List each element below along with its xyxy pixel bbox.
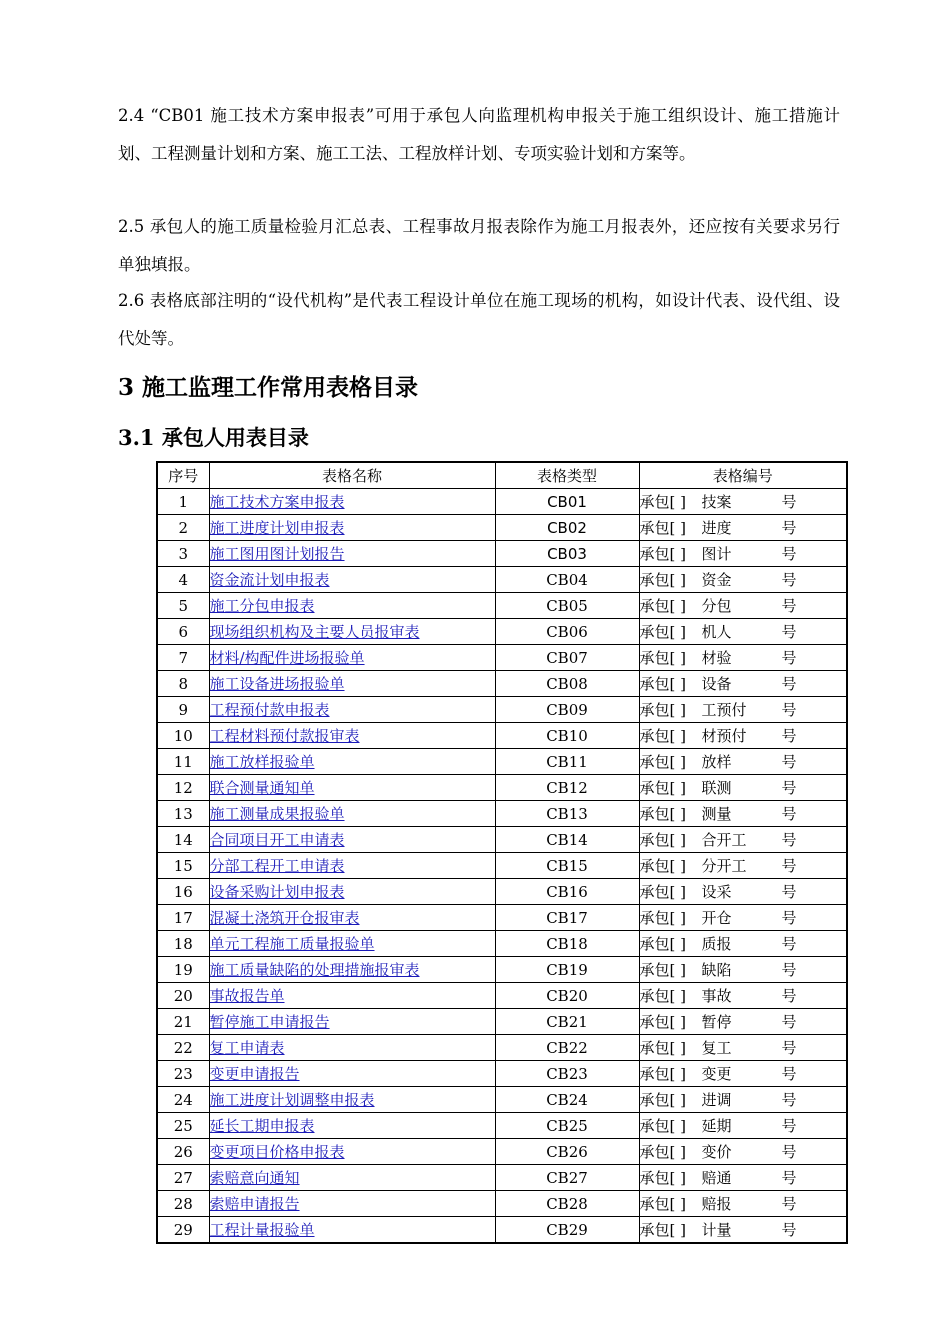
form-code-cell [639,1139,847,1165]
code-suffix: 号 [781,909,797,927]
form-name-cell [209,957,495,983]
form-name-link[interactable]: 施工图用图计划报告 [209,545,345,563]
form-type-cell: CB29 [495,1217,639,1244]
form-code-cell [639,619,847,645]
form-code-cell [639,489,847,515]
form-code-cell [639,905,847,931]
code-prefix: 承包[ ] [639,1117,686,1135]
form-code-cell [639,723,847,749]
code-abbreviation: 联测 [701,779,732,797]
table-row [157,671,847,697]
table-row [157,723,847,749]
row-number: 9 [157,697,209,723]
form-name-cell [209,905,495,931]
form-name-link[interactable]: 索赔申请报告 [209,1195,300,1213]
table-header-row [157,462,847,489]
code-prefix: 承包[ ] [639,545,686,563]
code-suffix: 号 [781,571,797,589]
code-suffix: 号 [781,857,797,875]
code-suffix: 号 [781,1039,797,1057]
code-prefix: 承包[ ] [639,623,686,641]
code-prefix: 承包[ ] [639,831,686,849]
code-prefix: 承包[ ] [639,1065,686,1083]
form-name-link[interactable]: 施工测量成果报验单 [209,805,345,823]
code-abbreviation: 赔报 [701,1195,732,1213]
form-code-cell [639,671,847,697]
form-name-cell [209,749,495,775]
table-row [157,1009,847,1035]
form-code-cell [639,1009,847,1035]
form-code-cell [639,1061,847,1087]
row-number: 23 [157,1061,209,1087]
code-abbreviation: 进调 [701,1091,732,1109]
form-code-cell [639,645,847,671]
form-name-cell [209,1165,495,1191]
form-name-link[interactable]: 现场组织机构及主要人员报审表 [209,623,420,641]
form-type-cell: CB14 [495,827,639,853]
code-suffix: 号 [781,1065,797,1083]
table-row [157,749,847,775]
form-name-link[interactable]: 资金流计划申报表 [209,571,330,589]
row-number: 15 [157,853,209,879]
table-row [157,931,847,957]
form-type-cell: CB26 [495,1139,639,1165]
code-abbreviation: 质报 [701,935,732,953]
row-number: 14 [157,827,209,853]
row-number: 20 [157,983,209,1009]
code-suffix: 号 [781,1221,797,1239]
form-name-cell [209,697,495,723]
table-row [157,1113,847,1139]
code-prefix: 承包[ ] [639,597,686,615]
code-prefix: 承包[ ] [639,753,686,771]
form-code-cell [639,931,847,957]
form-name-cell [209,671,495,697]
form-type-cell: CB12 [495,775,639,801]
form-name-cell [209,1217,495,1244]
code-suffix: 号 [781,1117,797,1135]
form-code-cell [639,879,847,905]
code-suffix: 号 [781,1195,797,1213]
code-abbreviation: 事故 [701,987,732,1005]
code-suffix: 号 [781,1169,797,1187]
code-abbreviation: 测量 [701,805,732,823]
form-code-cell [639,1035,847,1061]
row-number: 21 [157,1009,209,1035]
code-abbreviation: 缺陷 [701,961,732,979]
form-name-link[interactable]: 变更项目价格申报表 [209,1143,345,1161]
code-abbreviation: 设采 [701,883,732,901]
form-type-cell: CB27 [495,1165,639,1191]
code-prefix: 承包[ ] [639,519,686,537]
code-abbreviation: 设备 [701,675,732,693]
row-number: 25 [157,1113,209,1139]
code-prefix: 承包[ ] [639,935,686,953]
form-code-cell [639,801,847,827]
table-row [157,645,847,671]
row-number: 18 [157,931,209,957]
table-row [157,801,847,827]
form-type-cell: CB24 [495,1087,639,1113]
code-suffix: 号 [781,623,797,641]
form-name-link[interactable]: 复工申请表 [209,1039,285,1057]
form-name-cell [209,567,495,593]
row-number: 27 [157,1165,209,1191]
header-name: 表格名称 [209,462,495,489]
form-name-link[interactable]: 工程材料预付款报审表 [209,727,360,745]
code-prefix: 承包[ ] [639,1169,686,1187]
table-row [157,853,847,879]
code-suffix: 号 [781,701,797,719]
code-abbreviation: 材预付 [701,727,747,745]
form-code-cell [639,1113,847,1139]
table-row [157,1139,847,1165]
form-type-cell: CB11 [495,749,639,775]
form-name-cell [209,645,495,671]
form-name-link[interactable]: 材料/构配件进场报验单 [209,649,365,667]
row-number: 3 [157,541,209,567]
row-number: 6 [157,619,209,645]
code-suffix: 号 [781,883,797,901]
code-abbreviation: 技案 [701,493,732,511]
row-number: 5 [157,593,209,619]
form-type-cell: CB18 [495,931,639,957]
code-abbreviation: 分包 [701,597,732,615]
table-body [157,489,847,1244]
row-number: 16 [157,879,209,905]
form-code-cell [639,853,847,879]
form-name-cell [209,1009,495,1035]
table-row [157,593,847,619]
code-suffix: 号 [781,649,797,667]
form-name-link[interactable]: 工程预付款申报表 [209,701,330,719]
code-abbreviation: 开仓 [701,909,732,927]
code-suffix: 号 [781,987,797,1005]
code-prefix: 承包[ ] [639,961,686,979]
form-name-cell [209,489,495,515]
form-type-cell: CB05 [495,593,639,619]
code-abbreviation: 合开工 [701,831,747,849]
header-no: 序号 [157,462,209,489]
row-number: 1 [157,489,209,515]
form-type-cell: CB06 [495,619,639,645]
form-name-cell [209,983,495,1009]
form-name-link[interactable]: 索赔意向通知 [209,1169,300,1187]
table-row [157,827,847,853]
row-number: 24 [157,1087,209,1113]
form-type-cell: CB25 [495,1113,639,1139]
code-abbreviation: 资金 [701,571,732,589]
code-abbreviation: 暂停 [701,1013,732,1031]
form-name-cell [209,1113,495,1139]
form-name-cell [209,879,495,905]
row-number: 4 [157,567,209,593]
form-code-cell [639,1165,847,1191]
form-code-cell [639,567,847,593]
code-prefix: 承包[ ] [639,493,686,511]
form-type-cell: CB04 [495,567,639,593]
form-name-link[interactable]: 设备采购计划申报表 [209,883,345,901]
form-code-cell [639,541,847,567]
form-name-cell [209,775,495,801]
form-name-link[interactable]: 变更申请报告 [209,1065,300,1083]
code-prefix: 承包[ ] [639,1091,686,1109]
code-prefix: 承包[ ] [639,571,686,589]
form-name-cell [209,619,495,645]
form-code-cell [639,1217,847,1244]
form-name-link[interactable]: 合同项目开工申请表 [209,831,345,849]
code-prefix: 承包[ ] [639,779,686,797]
table-row [157,1061,847,1087]
row-number: 11 [157,749,209,775]
paragraph-2-4: 2.4 “CB01 施工技术方案申报表”可用于承包人向监理机构申报关于施工组织设计、施工措施计划、工程测量计划和方案、施工工法、工程放样计划、专项实验计划和方案等。 [118,106,840,163]
code-prefix: 承包[ ] [639,649,686,667]
table-row [157,697,847,723]
form-name-cell [209,827,495,853]
form-type-cell: CB21 [495,1009,639,1035]
form-code-cell [639,775,847,801]
form-type-cell: CB10 [495,723,639,749]
code-prefix: 承包[ ] [639,675,686,693]
table-row [157,1217,847,1244]
form-name-link[interactable]: 分部工程开工申请表 [209,857,345,875]
table-row [157,619,847,645]
code-abbreviation: 工预付 [701,701,747,719]
table-row [157,567,847,593]
header-code: 表格编号 [639,462,847,489]
code-suffix: 号 [781,519,797,537]
code-abbreviation: 变价 [701,1143,732,1161]
form-code-cell [639,749,847,775]
form-name-link[interactable]: 施工技术方案申报表 [209,493,345,511]
form-name-link[interactable]: 施工分包申报表 [209,597,315,615]
form-name-cell [209,1035,495,1061]
code-abbreviation: 图计 [701,545,732,563]
form-code-cell [639,827,847,853]
code-suffix: 号 [781,753,797,771]
form-name-cell [209,515,495,541]
form-type-cell: CB15 [495,853,639,879]
code-suffix: 号 [781,597,797,615]
form-code-cell [639,983,847,1009]
row-number: 7 [157,645,209,671]
form-name-cell [209,1191,495,1217]
code-suffix: 号 [781,493,797,511]
form-type-cell: CB20 [495,983,639,1009]
form-type-cell: CB17 [495,905,639,931]
code-abbreviation: 复工 [701,1039,732,1057]
code-suffix: 号 [781,1091,797,1109]
row-number: 26 [157,1139,209,1165]
form-name-link[interactable]: 暂停施工申请报告 [209,1013,330,1031]
form-type-cell: CB28 [495,1191,639,1217]
form-name-link[interactable]: 单元工程施工质量报验单 [209,935,375,953]
form-name-link[interactable]: 混凝土浇筑开仓报审表 [209,909,360,927]
row-number: 17 [157,905,209,931]
code-abbreviation: 延期 [701,1117,732,1135]
form-type-cell: CB03 [495,541,639,567]
paragraph-2-6: 2.6 表格底部注明的“设代机构”是代表工程设计单位在施工现场的机构，如设计代表、设代组、设代处等。 [118,291,840,348]
row-number: 13 [157,801,209,827]
code-suffix: 号 [781,727,797,745]
form-name-link[interactable]: 施工设备进场报验单 [209,675,345,693]
form-name-link[interactable]: 施工质量缺陷的处理措施报审表 [209,961,420,979]
form-name-cell [209,593,495,619]
form-code-cell [639,1087,847,1113]
code-prefix: 承包[ ] [639,701,686,719]
table-row [157,1165,847,1191]
row-number: 19 [157,957,209,983]
code-suffix: 号 [781,1013,797,1031]
code-prefix: 承包[ ] [639,909,686,927]
code-suffix: 号 [781,1143,797,1161]
code-prefix: 承包[ ] [639,805,686,823]
form-type-cell: CB08 [495,671,639,697]
form-name-cell [209,1139,495,1165]
form-name-cell [209,1061,495,1087]
form-code-cell [639,1191,847,1217]
form-name-cell [209,801,495,827]
header-type: 表格类型 [495,462,639,489]
contractor-form-catalog-table [156,461,848,1244]
form-type-cell: CB13 [495,801,639,827]
code-abbreviation: 变更 [701,1065,732,1083]
form-name-link[interactable]: 联合测量通知单 [209,779,315,797]
form-type-cell: CB02 [495,515,639,541]
row-number: 28 [157,1191,209,1217]
code-abbreviation: 分开工 [701,857,747,875]
code-abbreviation: 放样 [701,753,732,771]
code-prefix: 承包[ ] [639,987,686,1005]
form-name-link[interactable]: 施工放样报验单 [209,753,315,771]
form-name-cell [209,853,495,879]
form-name-link[interactable]: 事故报告单 [209,987,285,1005]
code-prefix: 承包[ ] [639,857,686,875]
form-type-cell: CB09 [495,697,639,723]
table-row [157,879,847,905]
table-row [157,1087,847,1113]
table-row [157,489,847,515]
code-prefix: 承包[ ] [639,883,686,901]
code-suffix: 号 [781,961,797,979]
form-name-cell [209,931,495,957]
code-prefix: 承包[ ] [639,1013,686,1031]
code-prefix: 承包[ ] [639,727,686,745]
table-row [157,775,847,801]
code-prefix: 承包[ ] [639,1221,686,1239]
code-abbreviation: 计量 [701,1221,732,1239]
code-abbreviation: 赔通 [701,1169,732,1187]
code-suffix: 号 [781,831,797,849]
form-type-cell: CB23 [495,1061,639,1087]
form-code-cell [639,697,847,723]
code-suffix: 号 [781,805,797,823]
row-number: 29 [157,1217,209,1244]
form-name-link[interactable]: 施工进度计划申报表 [209,519,345,537]
form-name-link[interactable]: 施工进度计划调整申报表 [209,1091,375,1109]
form-name-cell [209,1087,495,1113]
code-suffix: 号 [781,935,797,953]
row-number: 2 [157,515,209,541]
paragraph-2-5: 2.5 承包人的施工质量检验月汇总表、工程事故月报表除作为施工月报表外，还应按有关要求另行单独填报。 [118,217,840,274]
code-suffix: 号 [781,545,797,563]
code-suffix: 号 [781,779,797,797]
code-prefix: 承包[ ] [639,1143,686,1161]
code-abbreviation: 进度 [701,519,732,537]
row-number: 12 [157,775,209,801]
code-prefix: 承包[ ] [639,1039,686,1057]
table-row [157,515,847,541]
form-name-link[interactable]: 延长工期申报表 [209,1117,315,1135]
form-type-cell: CB19 [495,957,639,983]
code-abbreviation: 材验 [701,649,732,667]
code-abbreviation: 机人 [701,623,732,641]
form-type-cell: CB01 [495,489,639,515]
form-type-cell: CB07 [495,645,639,671]
code-prefix: 承包[ ] [639,1195,686,1213]
form-code-cell [639,515,847,541]
table-row [157,983,847,1009]
table-row [157,957,847,983]
form-name-cell [209,723,495,749]
form-type-cell: CB22 [495,1035,639,1061]
section-heading-3: 3 施工监理工作常用表格目录 [118,374,419,401]
row-number: 8 [157,671,209,697]
form-name-cell [209,541,495,567]
row-number: 10 [157,723,209,749]
table-row [157,541,847,567]
table-row [157,1035,847,1061]
table-row [157,905,847,931]
code-suffix: 号 [781,675,797,693]
form-type-cell: CB16 [495,879,639,905]
section-heading-3-1: 3.1 承包人用表目录 [118,425,309,450]
form-code-cell [639,957,847,983]
row-number: 22 [157,1035,209,1061]
form-code-cell [639,593,847,619]
table-row [157,1191,847,1217]
form-name-link[interactable]: 工程计量报验单 [209,1221,315,1239]
